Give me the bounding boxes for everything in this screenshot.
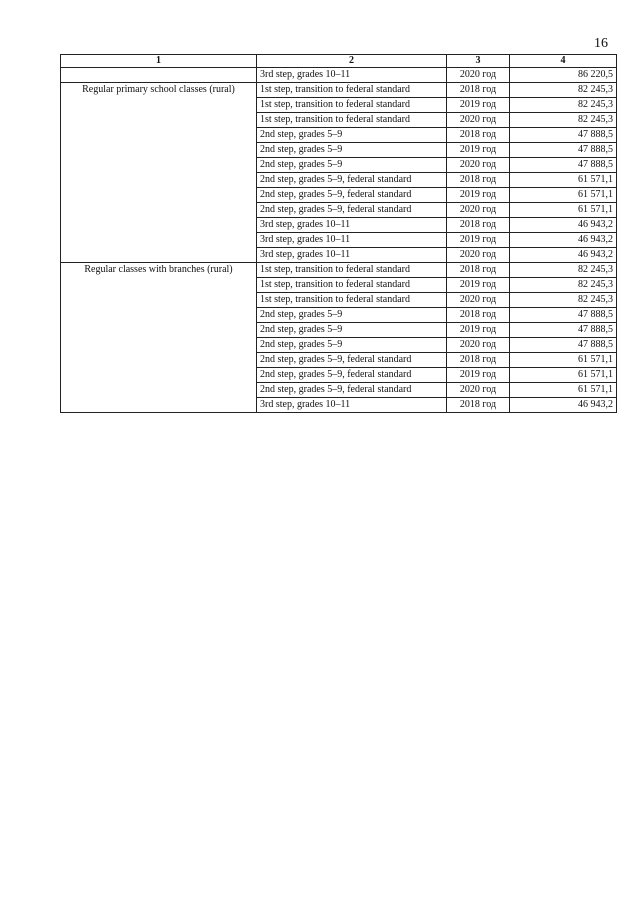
table-row	[61, 263, 617, 278]
value-cell: 47 888,5	[510, 128, 617, 143]
year-cell: 2019 год	[447, 188, 510, 203]
step-cell: 2nd step, grades 5–9	[257, 308, 447, 323]
year-cell: 2018 год	[447, 308, 510, 323]
step-cell: 3rd step, grades 10–11	[257, 218, 447, 233]
value-cell: 61 571,1	[510, 173, 617, 188]
year-cell: 2018 год	[447, 218, 510, 233]
year-cell: 2018 год	[447, 173, 510, 188]
value-cell: 47 888,5	[510, 158, 617, 173]
year-cell: 2020 год	[447, 158, 510, 173]
value-cell: 82 245,3	[510, 83, 617, 98]
value-cell: 61 571,1	[510, 368, 617, 383]
value-cell: 46 943,2	[510, 233, 617, 248]
step-cell: 3rd step, grades 10–11	[257, 233, 447, 248]
step-cell: 1st step, transition to federal standard	[257, 98, 447, 113]
year-cell: 2019 год	[447, 323, 510, 338]
year-cell: 2018 год	[447, 263, 510, 278]
value-cell: 61 571,1	[510, 353, 617, 368]
table-row	[61, 68, 617, 83]
year-cell: 2019 год	[447, 233, 510, 248]
value-cell: 61 571,1	[510, 383, 617, 398]
value-cell: 47 888,5	[510, 143, 617, 158]
group-label	[61, 68, 257, 83]
step-cell: 2nd step, grades 5–9	[257, 323, 447, 338]
step-cell: 2nd step, grades 5–9, federal standard	[257, 368, 447, 383]
step-cell: 1st step, transition to federal standard	[257, 263, 447, 278]
header-col-2: 2	[257, 55, 447, 68]
value-cell: 61 571,1	[510, 203, 617, 218]
value-cell: 86 220,5	[510, 68, 617, 83]
value-cell: 47 888,5	[510, 308, 617, 323]
value-cell: 82 245,3	[510, 293, 617, 308]
step-cell: 1st step, transition to federal standard	[257, 278, 447, 293]
group-label: Regular primary school classes (rural)	[61, 83, 257, 263]
year-cell: 2020 год	[447, 248, 510, 263]
year-cell: 2019 год	[447, 278, 510, 293]
value-cell: 46 943,2	[510, 218, 617, 233]
step-cell: 1st step, transition to federal standard	[257, 293, 447, 308]
value-cell: 46 943,2	[510, 398, 617, 413]
header-col-3: 3	[447, 55, 510, 68]
page-number: 16	[594, 36, 608, 51]
value-cell: 46 943,2	[510, 248, 617, 263]
year-cell: 2020 год	[447, 68, 510, 83]
step-cell: 1st step, transition to federal standard	[257, 113, 447, 128]
year-cell: 2019 год	[447, 98, 510, 113]
step-cell: 3rd step, grades 10–11	[257, 398, 447, 413]
year-cell: 2018 год	[447, 398, 510, 413]
table-row	[61, 83, 617, 98]
step-cell: 3rd step, grades 10–11	[257, 68, 447, 83]
header-col-1: 1	[61, 55, 257, 68]
group-label: Regular classes with branches (rural)	[61, 263, 257, 413]
step-cell: 1st step, transition to federal standard	[257, 83, 447, 98]
year-cell: 2018 год	[447, 128, 510, 143]
step-cell: 2nd step, grades 5–9, federal standard	[257, 173, 447, 188]
year-cell: 2019 год	[447, 143, 510, 158]
step-cell: 3rd step, grades 10–11	[257, 248, 447, 263]
value-cell: 82 245,3	[510, 113, 617, 128]
step-cell: 2nd step, grades 5–9, federal standard	[257, 188, 447, 203]
year-cell: 2020 год	[447, 203, 510, 218]
step-cell: 2nd step, grades 5–9, federal standard	[257, 203, 447, 218]
year-cell: 2019 год	[447, 368, 510, 383]
funding-table	[60, 54, 617, 413]
step-cell: 2nd step, grades 5–9	[257, 158, 447, 173]
value-cell: 82 245,3	[510, 263, 617, 278]
step-cell: 2nd step, grades 5–9	[257, 128, 447, 143]
value-cell: 82 245,3	[510, 278, 617, 293]
header-row	[61, 55, 617, 68]
year-cell: 2020 год	[447, 113, 510, 128]
header-col-4: 4	[510, 55, 617, 68]
step-cell: 2nd step, grades 5–9, federal standard	[257, 383, 447, 398]
year-cell: 2020 год	[447, 383, 510, 398]
value-cell: 47 888,5	[510, 338, 617, 353]
year-cell: 2018 год	[447, 83, 510, 98]
step-cell: 2nd step, grades 5–9	[257, 143, 447, 158]
step-cell: 2nd step, grades 5–9, federal standard	[257, 353, 447, 368]
value-cell: 47 888,5	[510, 323, 617, 338]
year-cell: 2020 год	[447, 293, 510, 308]
year-cell: 2020 год	[447, 338, 510, 353]
value-cell: 82 245,3	[510, 98, 617, 113]
step-cell: 2nd step, grades 5–9	[257, 338, 447, 353]
year-cell: 2018 год	[447, 353, 510, 368]
value-cell: 61 571,1	[510, 188, 617, 203]
